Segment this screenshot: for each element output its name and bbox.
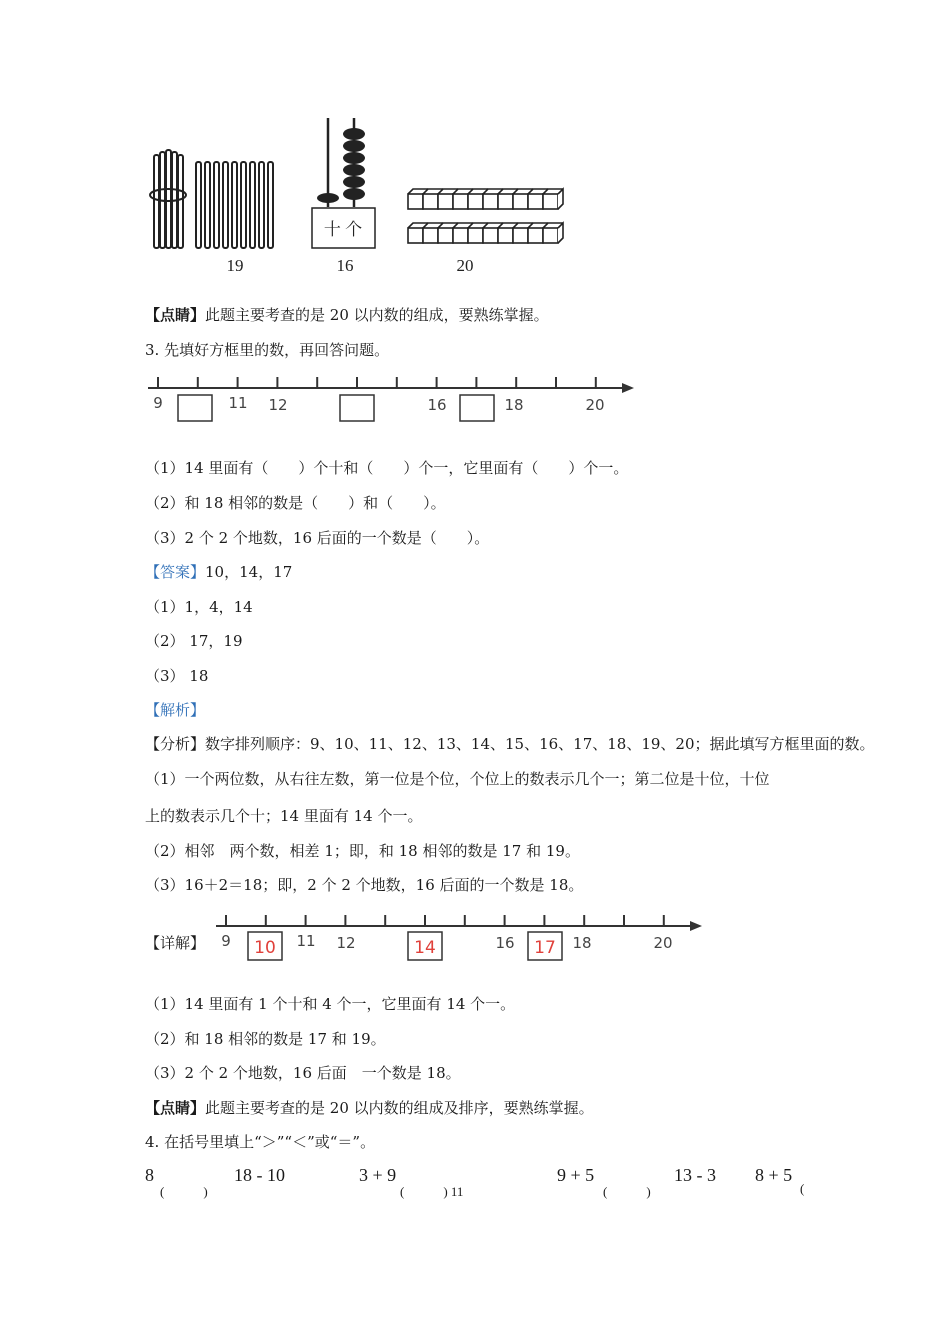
answer-line [145, 562, 292, 582]
expr-3-left: 9 + 5 [557, 1165, 595, 1185]
answer-tag: 【答案】 [145, 563, 206, 581]
fenxi-text: 数字排列顺序：9、10、11、12、13、14、15、16、17、18、19、20；据此填写方框里面的数。 [205, 735, 875, 753]
answer-1: （1）1，4，14 [145, 598, 253, 616]
cube [438, 228, 453, 243]
detail-box-value-2: 14 [414, 938, 436, 958]
analysis-p2: （2）相邻 两个数，相差 1；即，和 18 相邻的数是 17 和 19。 [145, 842, 580, 860]
comparison-row [0, 1163, 950, 1203]
expr-2-paren[interactable]: ( ) 11 [400, 1184, 464, 1199]
nl-label-20: 20 [585, 396, 605, 414]
nl-label-18: 18 [504, 396, 524, 414]
question-3-title: 3. 先填好方框里的数，再回答问题。 [145, 341, 390, 359]
cube [408, 228, 423, 243]
single-sticks-icon [196, 162, 273, 248]
fenxi-line [145, 734, 875, 754]
analysis-p1b: 上的数表示几个十；14 里面有 14 个一。 [145, 807, 423, 825]
nl-label-16: 16 [427, 396, 447, 414]
cube [513, 194, 528, 209]
expr-1-paren[interactable]: ( ) [160, 1184, 208, 1199]
answer-box-2 [340, 395, 374, 421]
detail-nl-label-20: 20 [653, 934, 673, 952]
cube [423, 228, 438, 243]
detail-box-value-3: 17 [534, 938, 556, 958]
nl-label-12: 12 [268, 396, 288, 414]
nl-label-9: 9 [153, 394, 163, 412]
q3-sub1: （1）14 里面有（ ）个十和（ ）个一，它里面有（ ）个一。 [145, 459, 629, 477]
detail-box-value-1: 10 [254, 938, 276, 958]
stick-bundle-icon [150, 150, 186, 248]
detail-tag: 【详解】 [145, 934, 206, 952]
dianjing-2 [145, 1098, 594, 1118]
figure-label-20: 20 [456, 256, 474, 275]
dianjing2-text: 此题主要考查的是 20 以内数的组成及排序，要熟练掌握。 [205, 1099, 594, 1117]
figure-label-16: 16 [336, 256, 354, 275]
expr-4-paren[interactable]: ( [800, 1181, 805, 1196]
detail-nl-label-11: 11 [296, 932, 316, 950]
cube-rows-icon [408, 189, 563, 243]
cube [483, 194, 498, 209]
detail-2: （2）和 18 相邻的数是 17 和 19。 [145, 1030, 386, 1048]
dianjing-tag: 【点睛】 [145, 306, 206, 324]
answer-2: （2） 17，19 [145, 632, 243, 650]
figure-label-19: 19 [226, 256, 244, 275]
cube [498, 228, 513, 243]
cube [528, 228, 543, 243]
cube [408, 194, 423, 209]
detail-nl-label-16: 16 [495, 934, 515, 952]
detail-1: （1）14 里面有 1 个十和 4 个一，它里面有 14 个一。 [145, 995, 516, 1013]
answer-box-1 [178, 395, 212, 421]
dianjing-1 [145, 305, 549, 325]
dianjing2-tag: 【点睛】 [145, 1099, 206, 1117]
analysis-p1a: （1）一个两位数，从右往左数，第一位是个位，个位上的数表示几个一；第二位是十位，十位 [145, 770, 770, 788]
cube [483, 228, 498, 243]
detail-nl-label-9: 9 [221, 932, 231, 950]
expr-1-left: 8 [145, 1165, 154, 1185]
cube [498, 194, 513, 209]
number-line-question [140, 370, 640, 430]
cube [453, 194, 468, 209]
detail-nl-label-18: 18 [572, 934, 592, 952]
expr-1-right: 18 - 10 [234, 1165, 285, 1185]
detail-3: （3）2 个 2 个地数，16 后面 一个数是 18。 [145, 1064, 461, 1082]
analysis-tag: 【解析】 [145, 701, 206, 719]
question-4-title: 4. 在括号里填上“＞”“＜”或“＝”。 [145, 1133, 376, 1151]
cube [528, 194, 543, 209]
cube [468, 228, 483, 243]
cube [543, 194, 558, 209]
q3-sub2: （2）和 18 相邻的数是（ ）和（ ）。 [145, 494, 446, 512]
answer-box-3 [460, 395, 494, 421]
dianjing-text: 此题主要考查的是 20 以内数的组成，要熟练掌握。 [205, 306, 549, 324]
q3-sub3: （3）2 个 2 个地数，16 后面的一个数是（ ）。 [145, 529, 490, 547]
cube [513, 228, 528, 243]
answer-text: 10，14，17 [205, 563, 293, 581]
cube [453, 228, 468, 243]
number-line-detail [208, 908, 708, 968]
expr-4-left: 8 + 5 [755, 1165, 793, 1185]
expr-3-right: 13 - 3 [674, 1165, 716, 1185]
cube [438, 194, 453, 209]
counting-figure [140, 110, 580, 280]
fenxi-tag: 【分析】 [145, 735, 206, 753]
answer-3: （3） 18 [145, 667, 209, 685]
cube [423, 194, 438, 209]
nl-label-11: 11 [228, 394, 248, 412]
abacus-place-label: 十 个 [323, 220, 363, 239]
cube [468, 194, 483, 209]
expr-3-paren[interactable]: ( ) [603, 1184, 651, 1199]
expr-2-left: 3 + 9 [359, 1165, 397, 1185]
abacus-icon [312, 118, 375, 248]
detail-nl-label-12: 12 [336, 934, 356, 952]
analysis-p3: （3）16＋2＝18；即，2 个 2 个地数，16 后面的一个数是 18。 [145, 876, 584, 894]
cube [543, 228, 558, 243]
